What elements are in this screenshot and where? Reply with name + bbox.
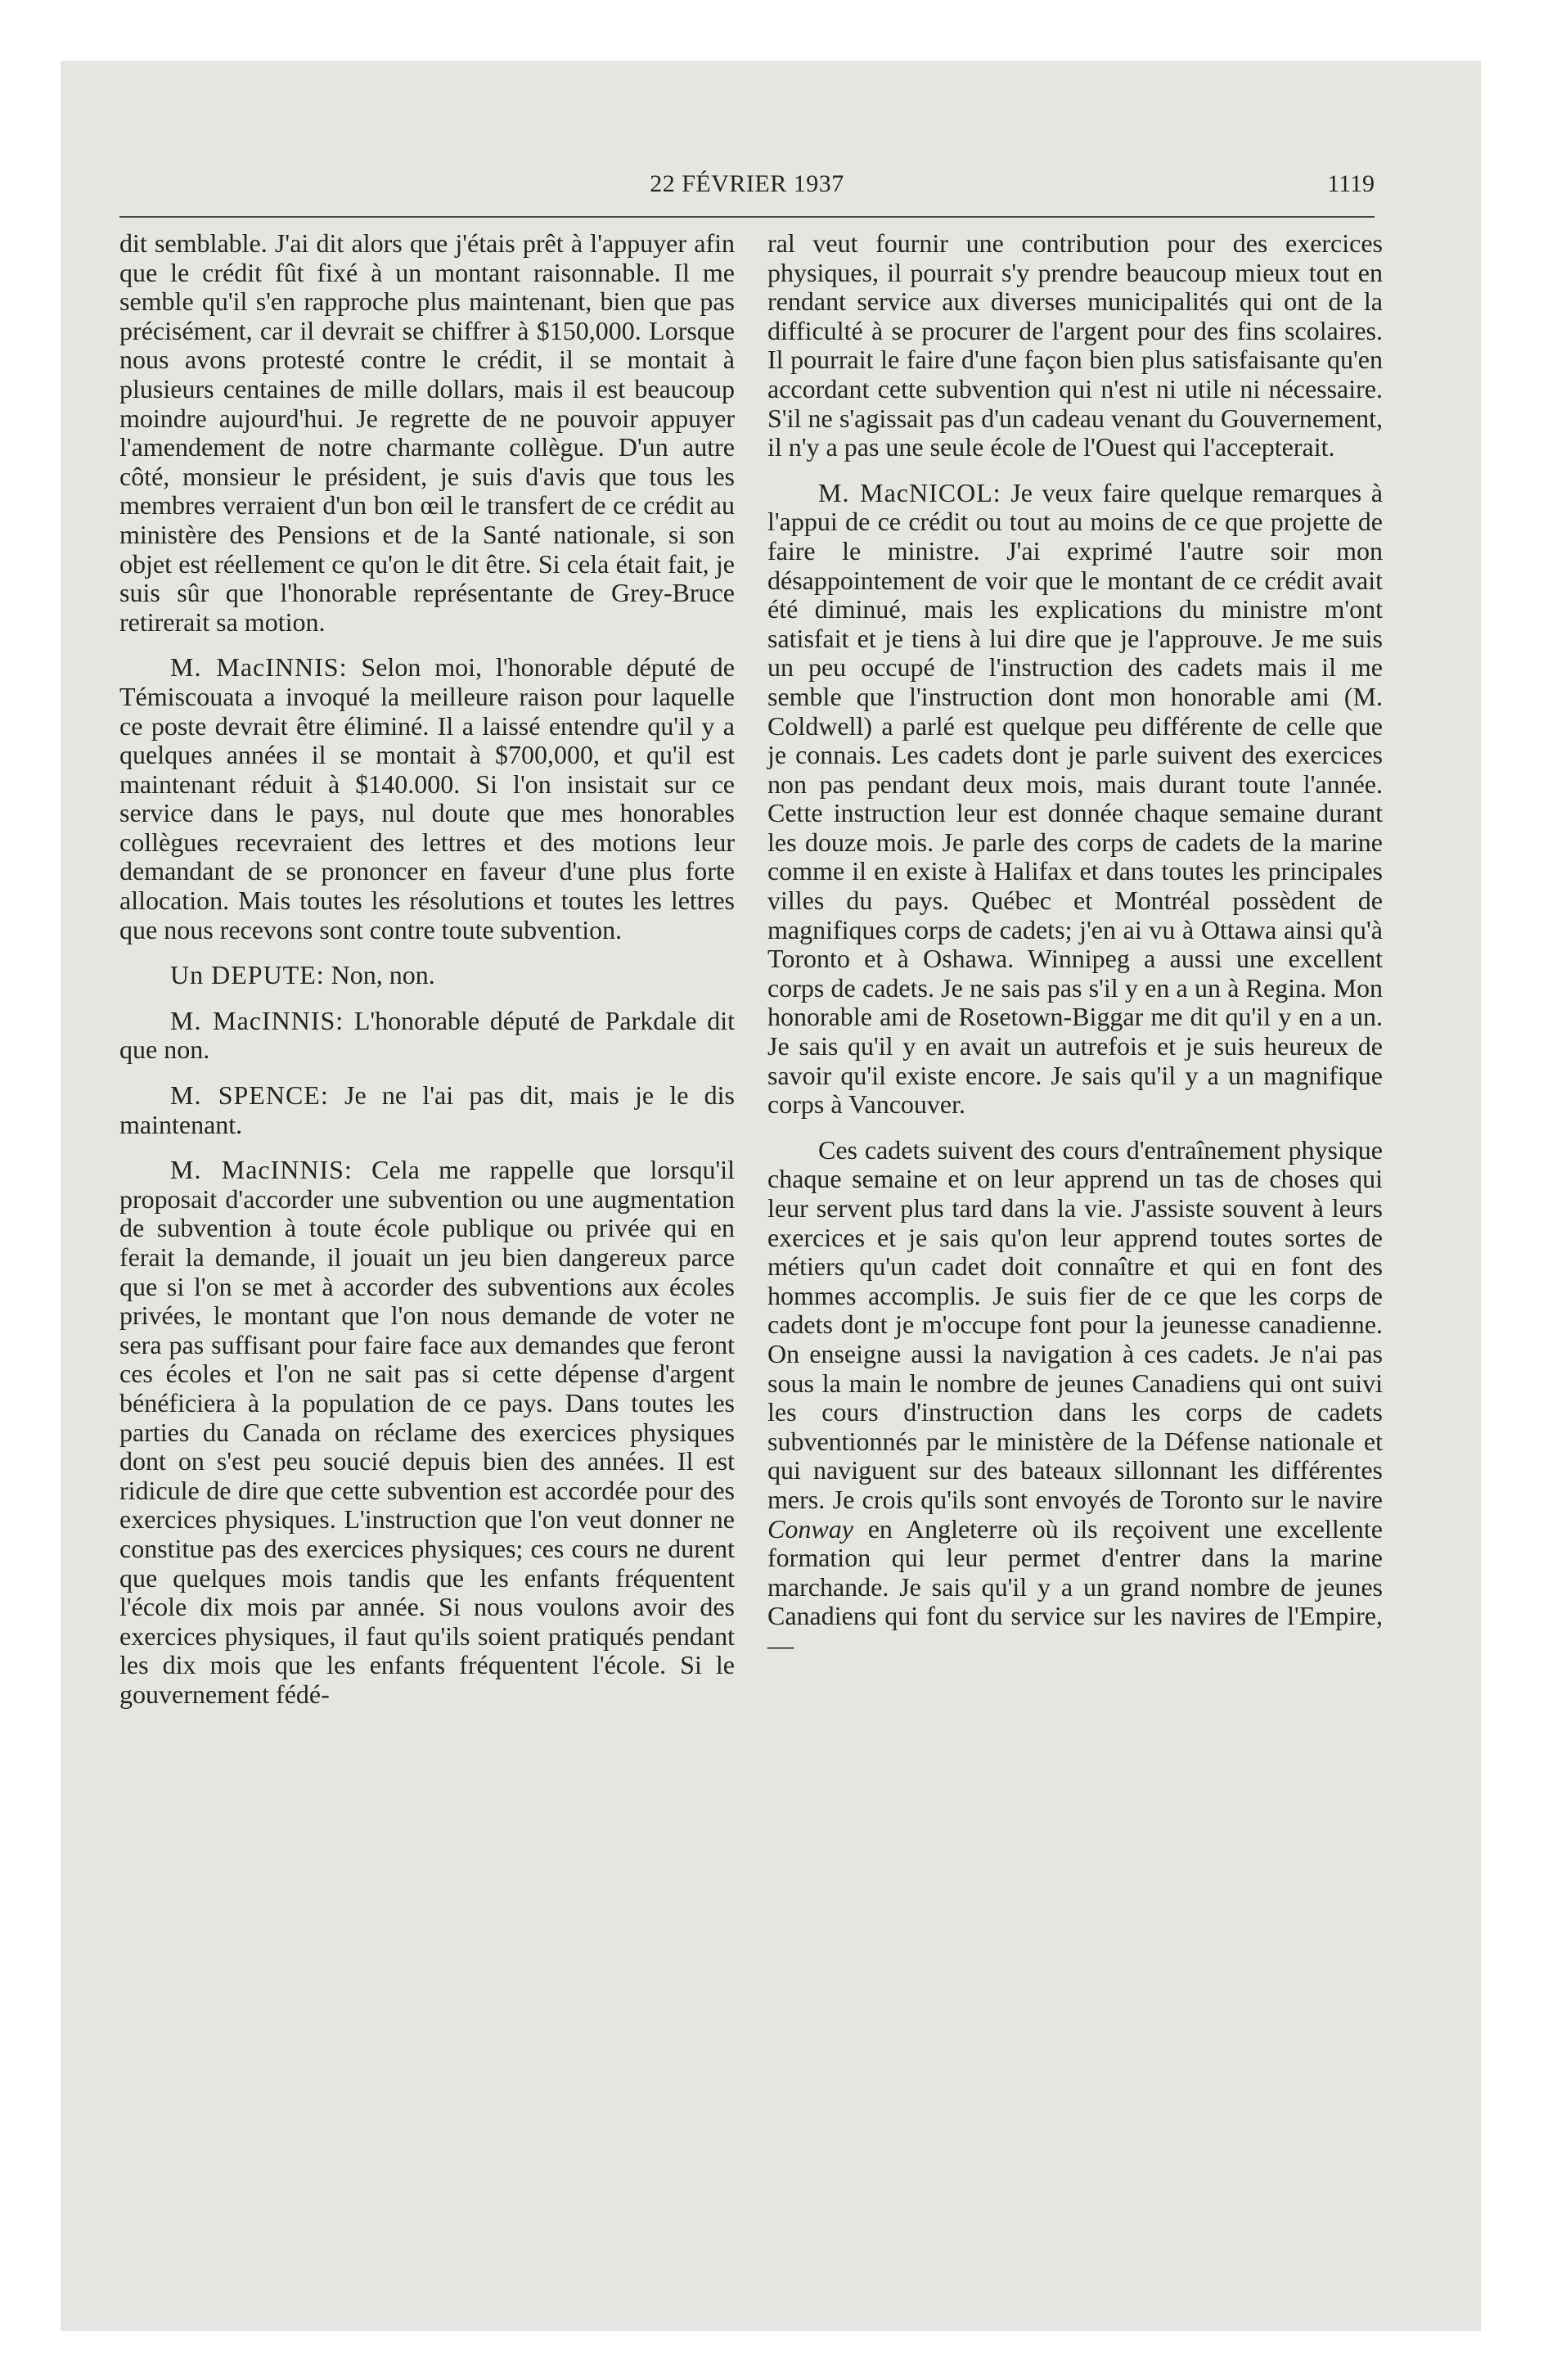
paragraph xyxy=(767,479,1383,1120)
paragraph-text: L'honorable député de Parkdale dit que non. xyxy=(119,1005,736,1065)
paragraph-text: Ces cadets suivent des cours d'entraînement physique chaque semaine et on leur apprend un tas de choses qui leur servent plus tard dans la vie. J'assiste souvent à leurs exercices et je sais qu'on leur apprend toutes sortes de métiers qu'un cadet doit connaître et qui en font des hommes accomplis. Je suis fier de ce que les corps de cadets dont je m'occupe font pour la jeunesse canadienne. On enseigne aussi la navigation à ces cadets. Je n'ai pas sous la main le nombre de jeunes Canadiens qui ont suivi les cours d'instruction dans les corps de cadets subventionnés par le ministère de la Défense nationale et qui naviguent sur des bateaux sillonnant les différentes mers. Je crois qu'ils sont envoyés de Toronto sur le navire xyxy=(767,1134,1383,1514)
paragraph xyxy=(119,1156,735,1709)
paragraph xyxy=(119,653,735,944)
page-number: 1119 xyxy=(1327,170,1375,197)
left-column xyxy=(119,229,735,1726)
paragraph-text: Je ne l'ai pas dit, mais je le dis maintenant. xyxy=(119,1080,735,1139)
speaker-name: M. MacNICOL: xyxy=(818,477,1001,507)
paragraph-text: Selon moi, l'honorable député de Témiscouata a invoqué la meilleure raison pour laquelle ce poste devrait être éliminé. Il a laissé entendre qu'il y a quelques années il se montait à $700,000, et qu'il est maintenant réduit à $140.000. Si l'on insistait sur ce service dans le pays, nul doute que mes honorables collègues recevraient des lettres et des motions leur demandant de se prononcer en faveur d'une plus forte allocation. Mais toutes les résolutions et toutes les lettres que nous recevons sont contre toute subvention. xyxy=(119,652,736,944)
paragraph-text: Cela me rappelle que lorsqu'il proposait d'accorder une subvention ou une augmentation de subvention à toute école publique ou privée qui en ferait la demande, il jouait un jeu bien dangereux parce que si l'on se met à accorder des subventions aux écoles privées, le montant que l'on nous demande de voter ne sera pas suffisant pour faire face aux demandes que feront ces écoles et l'on ne sait pas si cette dépense d'argent bénéficiera à la population de ce pays. Dans toutes les parties du Canada on réclame des exercices physiques dont on s'est peu soucié depuis bien des années. Il est ridicule de dire que cette subvention est accordée pour des exercices physiques. L'instruction que l'on veut donner ne constitue pas des exercices physiques; ces cours ne durent que quelques mois tandis que les enfants fréquentent l'école dix mois par année. Si nous voulons avoir des exercices physiques, il faut qu'ils soient pratiqués pendant les dix mois que les enfants fréquentent l'école. Si le gouvernement fédé- xyxy=(119,1155,736,1709)
paragraph xyxy=(119,961,735,990)
speaker-name: M. SPENCE: xyxy=(170,1080,329,1111)
header-date: 22 FÉVRIER 1937 xyxy=(650,170,844,197)
speaker-name: M. MacINNIS: xyxy=(170,1005,344,1035)
paragraph-text: Non, non. xyxy=(324,960,435,990)
header-rule xyxy=(119,216,1375,218)
paragraph xyxy=(767,229,1383,462)
speaker-name: Un DEPUTE: xyxy=(170,960,325,990)
ship-name: Conway xyxy=(767,1513,853,1544)
paragraph xyxy=(119,229,735,637)
speaker-name: M. MacINNIS: xyxy=(170,652,348,683)
paragraph xyxy=(119,1081,735,1139)
page-header xyxy=(119,170,1375,210)
paragraph-text: Je veux faire quelque remarques à l'appui de ce crédit ou tout au moins de ce que projette de faire le ministre. J'ai exprimé l'autre soir mon désappointement de voir que le montant de ce crédit avait été diminué, mais les explications du ministre m'ont satisfait et je tiens à lui dire que je l'approuve. Je me suis un peu occupé de l'instruction des cadets mais il me semble que l'instruction dont mon honorable ami (M. Coldwell) a parlé est quelque peu différente de celle que je connais. Les cadets dont je parle suivent des exercices non pas pendant deux mois, mais durant toute l'année. Cette instruction leur est donnée chaque semaine durant les douze mois. Je parle des corps de cadets de la marine comme il en existe à Halifax et dans toutes les principales villes du pays. Québec et Montréal possèdent de magnifiques corps de cadets; j'en ai vu à Ottawa ainsi qu'à Toronto et à Oshawa. Winnipeg a aussi une excellent corps de cadets. Je ne sais pas s'il y en a un à Regina. Mon honorable ami de Rosetown-Biggar me dit qu'il y en a un. Je sais qu'il y en avait un autrefois et je suis heureux de savoir qu'il existe encore. Je sais qu'il y a un magnifique corps à Vancouver. xyxy=(767,477,1384,1120)
paragraph xyxy=(119,1007,735,1065)
right-column xyxy=(767,229,1383,1677)
paragraph-text: dit semblable. J'ai dit alors que j'étais prêt à l'appuyer afin que le crédit fût fixé à un montant raisonnable. Il me semble qu'il s'en rapproche plus maintenant, bien que pas précisément, car il devrait se chiffrer à $150,000. Lorsque nous avons protesté contre le crédit, il se montait à plusieurs centaines de mille dollars, mais il est beaucoup moindre aujourd'hui. Je regrette de ne pouvoir appuyer l'amendement de notre charmante collègue. D'un autre côté, monsieur le président, je suis d'avis que tous les membres verraient d'un bon œil le transfert de ce crédit au ministère des Pensions et de la Santé nationale, si son objet est réellement ce qu'on le dit être. Si cela était fait, je suis sûr que l'honorable représentante de Grey-Bruce retirerait sa motion. xyxy=(119,228,735,637)
paragraph-text-tail: en Angleterre où ils reçoivent une excellente formation qui leur permet d'entrer dans la marine marchande. Je sais qu'il y a un grand nombre de jeunes Canadiens qui font du service sur les navires de l'Empire,— xyxy=(767,1513,1383,1660)
paragraph-text: ral veut fournir une contribution pour des exercices physiques, il pourrait s'y prendre beaucoup mieux tout en rendant service aux diverses municipalités qui ont de la difficulté à se procurer de l'argent pour des fins scolaires. Il pourrait le faire d'une façon bien plus satisfaisante qu'en accordant cette subvention qui n'est ni utile ni nécessaire. S'il ne s'agissait pas d'un cadeau venant du Gouvernement, il n'y a pas une seule école de l'Ouest qui l'accepterait. xyxy=(767,228,1383,462)
paragraph xyxy=(767,1136,1383,1661)
speaker-name: M. MacINNIS: xyxy=(170,1155,353,1185)
